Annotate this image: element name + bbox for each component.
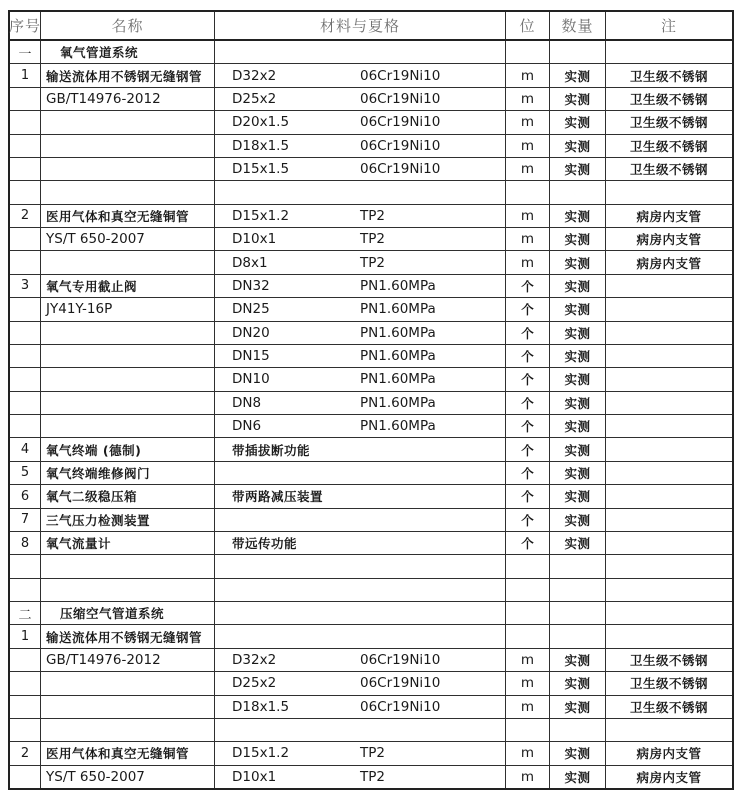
material-spec-cell (215, 392, 506, 414)
name-cell: 氧气终端维修阀门 (41, 462, 215, 484)
quantity-cell: 实测 (550, 649, 606, 671)
table-row (10, 205, 732, 228)
table-row (10, 579, 732, 602)
note-cell (606, 485, 732, 507)
size-text: D20x1.5 (232, 114, 290, 131)
serial-cell (10, 766, 41, 788)
quantity-cell (550, 41, 606, 63)
name-cell (41, 579, 215, 601)
material-spec-cell (215, 766, 506, 788)
note-cell (606, 392, 732, 414)
unit-cell (506, 181, 550, 203)
unit-cell: m (506, 228, 550, 250)
serial-cell (10, 298, 41, 320)
name-cell (41, 696, 215, 718)
unit-cell: 个 (506, 532, 550, 554)
material-text: PN1.60MPa (360, 394, 436, 411)
unit-cell: m (506, 158, 550, 180)
name-cell: JY41Y-16P (41, 298, 215, 320)
name-cell: 输送流体用不锈钢无缝钢管 (41, 625, 215, 647)
note-cell: 卫生级不锈钢 (629, 68, 708, 84)
table-row (10, 509, 732, 532)
table-row (10, 649, 732, 672)
table-row (10, 64, 732, 87)
note-cell: 病房内支管 (636, 746, 702, 762)
note-cell (606, 509, 732, 531)
material-text: TP2 (360, 207, 385, 224)
material-text: 06Cr19Ni10 (360, 114, 441, 131)
name-cell: 输送流体用不锈钢无缝钢管 (41, 64, 215, 86)
material-spec-cell (215, 64, 506, 86)
name-cell (41, 672, 215, 694)
table-row (10, 485, 732, 508)
table-row (10, 742, 732, 765)
material-spec-cell (215, 415, 506, 437)
size-text: 带两路减压装置 (232, 489, 324, 505)
table-row (10, 135, 732, 158)
serial-cell (10, 696, 41, 718)
quantity-cell: 实测 (550, 251, 606, 273)
quantity-cell: 实测 (550, 88, 606, 110)
note-cell (606, 368, 732, 390)
table-row (10, 766, 732, 788)
unit-cell (506, 602, 550, 624)
table-row (10, 719, 732, 742)
serial-cell (10, 649, 41, 671)
note-cell (606, 275, 732, 297)
material-text: PN1.60MPa (360, 324, 436, 341)
quantity-cell (550, 602, 606, 624)
note-cell (606, 462, 732, 484)
material-spec-cell (215, 438, 506, 460)
name-cell (41, 368, 215, 390)
name-cell: 氧气终端 (德制) (41, 438, 215, 460)
serial-cell (10, 88, 41, 110)
size-text: DN8 (232, 394, 262, 411)
size-text: D25x2 (232, 90, 277, 107)
quantity-cell: 实测 (550, 438, 606, 460)
material-spec-cell (215, 555, 506, 577)
table-row (10, 251, 732, 274)
section-row (10, 41, 732, 64)
unit-cell: 个 (506, 415, 550, 437)
name-cell (41, 135, 215, 157)
size-text: D15x1.5 (232, 161, 290, 178)
name-cell (41, 415, 215, 437)
note-cell: 病房内支管 (636, 208, 702, 224)
material-text: PN1.60MPa (360, 277, 436, 294)
size-text: DN25 (232, 301, 270, 318)
serial-cell: 1 (10, 625, 41, 647)
size-text: D32x2 (232, 67, 277, 84)
material-text: 06Cr19Ni10 (360, 651, 441, 668)
size-text: DN10 (232, 371, 270, 388)
serial-cell: 3 (10, 275, 41, 297)
quantity-cell: 实测 (550, 135, 606, 157)
material-spec-cell (215, 509, 506, 531)
unit-cell: 个 (506, 462, 550, 484)
name-cell: 氧气二级稳压箱 (41, 485, 215, 507)
material-spec-cell (215, 602, 506, 624)
table-row (10, 392, 732, 415)
material-spec-cell (215, 111, 506, 133)
note-cell (606, 322, 732, 344)
material-text: TP2 (360, 768, 385, 785)
size-text: DN20 (232, 324, 270, 341)
unit-cell: m (506, 672, 550, 694)
serial-cell (10, 345, 41, 367)
unit-cell: m (506, 649, 550, 671)
unit-cell (506, 579, 550, 601)
quantity-cell: 实测 (550, 509, 606, 531)
material-text: PN1.60MPa (360, 348, 436, 365)
material-text: 06Cr19Ni10 (360, 698, 441, 715)
quantity-cell: 实测 (550, 111, 606, 133)
quantity-cell: 实测 (550, 322, 606, 344)
note-cell (606, 719, 732, 741)
table-row (10, 88, 732, 111)
header-material-spec: 材料与夏格 (215, 12, 506, 39)
unit-cell: 个 (506, 485, 550, 507)
unit-cell: 个 (506, 298, 550, 320)
size-text: D10x1 (232, 231, 277, 248)
material-spec-cell (215, 88, 506, 110)
size-text: DN15 (232, 348, 270, 365)
material-spec-cell (215, 158, 506, 180)
material-spec-cell (215, 345, 506, 367)
size-text: DN6 (232, 418, 262, 435)
note-cell (606, 415, 732, 437)
material-spec-cell (215, 322, 506, 344)
note-cell (606, 438, 732, 460)
table-row (10, 322, 732, 345)
table-row (10, 438, 732, 461)
serial-cell: 8 (10, 532, 41, 554)
material-spec-cell (215, 251, 506, 273)
size-text: D15x1.2 (232, 207, 290, 224)
serial-cell: 6 (10, 485, 41, 507)
serial-cell (10, 228, 41, 250)
serial-cell (10, 322, 41, 344)
note-cell (606, 345, 732, 367)
table-row (10, 555, 732, 578)
name-cell: 压缩空气管道系统 (41, 602, 215, 624)
unit-cell: m (506, 111, 550, 133)
material-text: 06Cr19Ni10 (360, 675, 441, 692)
material-text: PN1.60MPa (360, 418, 436, 435)
serial-cell: 2 (10, 205, 41, 227)
name-cell: GB/T14976-2012 (41, 649, 215, 671)
material-text: 06Cr19Ni10 (360, 67, 441, 84)
material-text: 06Cr19Ni10 (360, 137, 441, 154)
name-cell (41, 251, 215, 273)
material-spec-cell (215, 719, 506, 741)
quantity-cell: 实测 (550, 158, 606, 180)
quantity-cell: 实测 (550, 742, 606, 764)
quantity-cell: 实测 (550, 485, 606, 507)
size-text: D18x1.5 (232, 698, 290, 715)
unit-cell: 个 (506, 322, 550, 344)
serial-cell: 7 (10, 509, 41, 531)
material-spec-cell (215, 228, 506, 250)
material-text: PN1.60MPa (360, 371, 436, 388)
quantity-cell: 实测 (550, 672, 606, 694)
table-row (10, 298, 732, 321)
note-cell: 病房内支管 (636, 255, 702, 271)
unit-cell (506, 719, 550, 741)
unit-cell: 个 (506, 438, 550, 460)
serial-cell: 二 (10, 602, 41, 624)
size-text: D8x1 (232, 254, 268, 271)
material-spec-cell (215, 181, 506, 203)
size-text: DN32 (232, 277, 270, 294)
quantity-cell (550, 625, 606, 647)
table-row (10, 415, 732, 438)
header-unit: 位 (506, 12, 550, 39)
material-spec-cell (215, 649, 506, 671)
serial-cell (10, 719, 41, 741)
serial-cell: 4 (10, 438, 41, 460)
note-cell: 卫生级不锈钢 (629, 676, 708, 692)
serial-cell (10, 672, 41, 694)
name-cell: YS/T 650-2007 (41, 228, 215, 250)
name-cell: 三气压力检测装置 (41, 509, 215, 531)
material-spec-cell (215, 462, 506, 484)
material-spec-cell (215, 205, 506, 227)
table-row (10, 275, 732, 298)
size-text: 带插拔断功能 (232, 442, 311, 458)
serial-cell (10, 579, 41, 601)
material-spec-cell (215, 532, 506, 554)
serial-cell (10, 392, 41, 414)
quantity-cell: 实测 (550, 345, 606, 367)
quantity-cell: 实测 (550, 532, 606, 554)
note-cell: 卫生级不锈钢 (629, 115, 708, 131)
quantity-cell: 实测 (550, 228, 606, 250)
unit-cell: 个 (506, 392, 550, 414)
section-row (10, 602, 732, 625)
unit-cell: m (506, 135, 550, 157)
serial-cell (10, 555, 41, 577)
quantity-cell (550, 719, 606, 741)
header-serial: 序号 (10, 12, 41, 39)
size-text: 带远传功能 (232, 536, 298, 552)
note-cell (606, 625, 732, 647)
material-spec-cell (215, 368, 506, 390)
unit-cell: m (506, 205, 550, 227)
size-text: D32x2 (232, 651, 277, 668)
header-quantity: 数量 (550, 12, 606, 39)
unit-cell: 个 (506, 368, 550, 390)
quantity-cell: 实测 (550, 205, 606, 227)
material-spec-cell (215, 672, 506, 694)
table-row (10, 158, 732, 181)
unit-cell: m (506, 64, 550, 86)
note-cell: 卫生级不锈钢 (629, 91, 708, 107)
note-cell: 卫生级不锈钢 (629, 652, 708, 668)
material-text: 06Cr19Ni10 (360, 90, 441, 107)
table-row (10, 345, 732, 368)
material-spec-cell (215, 41, 506, 63)
name-cell: 医用气体和真空无缝铜管 (41, 742, 215, 764)
name-cell (41, 392, 215, 414)
unit-cell: 个 (506, 345, 550, 367)
name-cell (41, 322, 215, 344)
name-cell: 氧气流量计 (41, 532, 215, 554)
name-cell: GB/T14976-2012 (41, 88, 215, 110)
serial-cell (10, 158, 41, 180)
note-cell (606, 41, 732, 63)
note-cell (606, 532, 732, 554)
material-spec-cell (215, 275, 506, 297)
table-row (10, 696, 732, 719)
note-cell (606, 555, 732, 577)
unit-cell: 个 (506, 509, 550, 531)
table-row (10, 368, 732, 391)
quantity-cell: 实测 (550, 766, 606, 788)
quantity-cell: 实测 (550, 415, 606, 437)
name-cell: 氧气管道系统 (41, 41, 215, 63)
quantity-cell (550, 555, 606, 577)
table-row (10, 228, 732, 251)
note-cell: 卫生级不锈钢 (629, 138, 708, 154)
material-spec-cell (215, 135, 506, 157)
material-spec-cell (215, 485, 506, 507)
quantity-cell: 实测 (550, 64, 606, 86)
note-cell: 病房内支管 (636, 232, 702, 248)
unit-cell: m (506, 251, 550, 273)
unit-cell: m (506, 766, 550, 788)
size-text: D25x2 (232, 675, 277, 692)
note-cell: 病房内支管 (636, 769, 702, 785)
serial-cell (10, 181, 41, 203)
name-cell (41, 719, 215, 741)
quantity-cell (550, 579, 606, 601)
serial-cell (10, 415, 41, 437)
material-text: PN1.60MPa (360, 301, 436, 318)
note-cell (606, 181, 732, 203)
table-row (10, 462, 732, 485)
serial-cell: 5 (10, 462, 41, 484)
note-cell: 卫生级不锈钢 (629, 162, 708, 178)
quantity-cell: 实测 (550, 368, 606, 390)
header-note: 注 (660, 17, 677, 35)
table-row (10, 672, 732, 695)
material-spec-cell (215, 579, 506, 601)
name-cell (41, 345, 215, 367)
serial-cell: 1 (10, 64, 41, 86)
material-spec-cell (215, 298, 506, 320)
unit-cell (506, 555, 550, 577)
table-row (10, 625, 732, 648)
note-cell (606, 298, 732, 320)
table-row (10, 181, 732, 204)
material-text: 06Cr19Ni10 (360, 161, 441, 178)
quantity-cell: 实测 (550, 696, 606, 718)
serial-cell (10, 368, 41, 390)
unit-cell (506, 41, 550, 63)
unit-cell: 个 (506, 275, 550, 297)
material-text: TP2 (360, 254, 385, 271)
serial-cell: 一 (10, 41, 41, 63)
size-text: D18x1.5 (232, 137, 290, 154)
material-table (8, 10, 734, 790)
table-row (10, 532, 732, 555)
table-row (10, 111, 732, 134)
quantity-cell: 实测 (550, 298, 606, 320)
name-cell (41, 555, 215, 577)
quantity-cell (550, 181, 606, 203)
material-spec-cell (215, 742, 506, 764)
unit-cell (506, 625, 550, 647)
quantity-cell: 实测 (550, 392, 606, 414)
note-cell (606, 602, 732, 624)
quantity-cell: 实测 (550, 462, 606, 484)
material-spec-cell (215, 625, 506, 647)
serial-cell (10, 135, 41, 157)
size-text: D10x1 (232, 768, 277, 785)
name-cell (41, 158, 215, 180)
unit-cell: m (506, 696, 550, 718)
serial-cell: 2 (10, 742, 41, 764)
header-name: 名称 (41, 12, 215, 39)
name-cell: 医用气体和真空无缝铜管 (41, 205, 215, 227)
name-cell (41, 181, 215, 203)
material-spec-cell (215, 696, 506, 718)
unit-cell: m (506, 88, 550, 110)
name-cell: 氧气专用截止阀 (41, 275, 215, 297)
serial-cell (10, 111, 41, 133)
note-cell: 卫生级不锈钢 (629, 699, 708, 715)
size-text: D15x1.2 (232, 745, 290, 762)
note-cell (606, 579, 732, 601)
material-text: TP2 (360, 745, 385, 762)
name-cell: YS/T 650-2007 (41, 766, 215, 788)
quantity-cell: 实测 (550, 275, 606, 297)
name-cell (41, 111, 215, 133)
material-text: TP2 (360, 231, 385, 248)
header-row (10, 12, 732, 41)
serial-cell (10, 251, 41, 273)
unit-cell: m (506, 742, 550, 764)
